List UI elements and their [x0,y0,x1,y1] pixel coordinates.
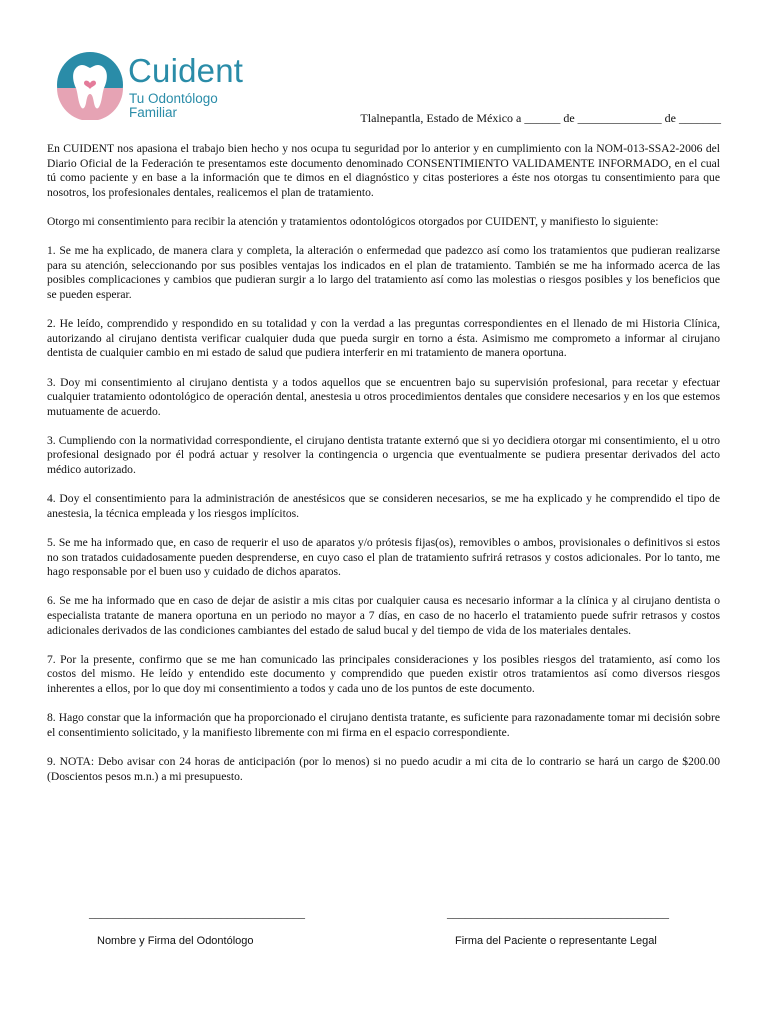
paragraph-item-2: 2. He leído, comprendido y respondido en su totalidad y con la verdad a las preguntas correspondientes en el llenado de mi Historia Clínica, autorizando al cirujano dentista verificar cualquier duda que pueda surgir en torno a ésta. Asimismo me comprometo a informar al cirujano dentista de cualquier cambio en mi estado de salud que pudiera interferir en mi tratamiento de manera oportuna. [47,317,720,360]
patient-signature-label: Firma del Paciente o representante Legal [455,935,657,947]
dentist-signature-label: Nombre y Firma del Odontólogo [97,935,254,947]
paragraph-item-8: 8. Hago constar que la información que ha proporcionado el cirujano dentista tratante, es suficiente para razonadamente tomar mi decisión sobre el consentimiento solicitado, y la manifiesto libremente con mi firma en el espacio correspondiente. [47,711,720,739]
paragraph-item-9-note: 9. NOTA: Debo avisar con 24 horas de anticipación (por lo menos) si no puedo acudir a mi cita de lo contrario se hará un cargo de $200.00 (Doscientos pesos m.n.) a mi presupuesto. [47,754,720,783]
dentist-signature-line: ____________________________________ [89,906,305,920]
paragraph-item-6: 6. Se me ha informado que en caso de dejar de asistir a mis citas por cualquier causa es necesario informar a la clínica y al cirujano dentista o especialista tratante de manera oportuna en un periodo no mayor a 7 días, en caso de no hacerlo el tratamiento puede sufrir retrasos y costos adicionales derivados de las condiciones cambiantes del estado de salud bucal y del tiempo de vida de los materiales dentales. [47,594,720,637]
paragraph-item-7: 7. Por la presente, confirmo que se me han comunicado las principales consideraciones y los posibles riesgos del tratamiento, así como los costos del mismo. He leído y entendido este documento y comprendido que pueden existir otros tratamientos así como diversos riesgos inherentes a ellos, por lo que doy mi consentimiento a todos y cada uno de los puntos de este documento. [47,652,720,695]
paragraph-item-3b: 3. Cumpliendo con la normatividad correspondiente, el cirujano dentista tratante externó que si yo decidiera otorgar mi consentimiento, el u otro profesional designado por él podrá actuar y resolver la contingencia o urgencia que eventualmente se pudiera presentar derivados del acto médico autorizado. [47,433,720,477]
paragraph-consent-statement: Otorgo mi consentimiento para recibir la atención y tratamientos odontológicos otorgados por CUIDENT, y manifiesto lo siguiente: [47,214,659,228]
consent-body [47,142,720,799]
tooth-logo-icon [55,50,125,120]
patient-signature-line: _____________________________________ [447,906,669,920]
paragraph-item-3: 3. Doy mi consentimiento al cirujano dentista y a todos aquellos que se encuentren bajo su supervisión profesional, para recetar y efectuar cualquier tratamiento odontológico de operación dental, anestesia u otros procedimientos dentales que considere necesarios y en los que estemos mutuamente de acuerdo. [47,375,720,418]
brand-name: Cuident [128,52,244,89]
place-date-line: Tlalnepantla, Estado de México a ______ de ______________ de _______ [360,111,721,125]
brand-tagline: Tu Odontólogo Familiar [129,91,218,120]
paragraph-intro: En CUIDENT nos apasiona el trabajo bien hecho y nos ocupa tu seguridad por lo anterior y en cumplimiento con la NOM-013-SSA2-2006 del Diario Oficial de la Federación te presentamos este documento denominado CONSENTIMIENTO VALIDAMENTE INFORMADO, en el cual tú como paciente y en base a la información que te dimos en el diagnóstico y citas posteriores a éste nos otorgas tu consentimiento para que nosotros, los profesionales dentales, realicemos el plan de tratamiento. [47,142,720,199]
paragraph-item-4: 4. Doy el consentimiento para la administración de anestésicos que se consideren necesarios, se me ha explicado y he comprendido el tipo de anestesia, la técnica empleada y los riesgos implícitos. [47,492,720,520]
cuident-logo [55,50,265,120]
paragraph-item-5: 5. Se me ha informado que, en caso de requerir el uso de aparatos y/o prótesis fijas(os), removibles o ambos, provisionales o definitivos si estos no son tratados cuidadosamente pueden desprenderse, en cuyo caso el plan de tratamiento sufrirá retrasos y costos adicionales. Por lo tanto, me hago responsable por el buen uso y cuidado de dichos aparatos. [47,536,720,579]
paragraph-item-1: 1. Se me ha explicado, de manera clara y completa, la alteración o enfermedad que padezco así como los tratamientos que pudieran realizarse para su atención, seleccionando por sus posibles ventajas los indicados en el plan de tratamiento. También se me ha informado acerca de las posibles complicaciones y cambios que pudieran surgir a lo largo del tratamiento así como las molestias o riesgos posibles y los beneficios que se pueden esperar. [47,244,720,301]
